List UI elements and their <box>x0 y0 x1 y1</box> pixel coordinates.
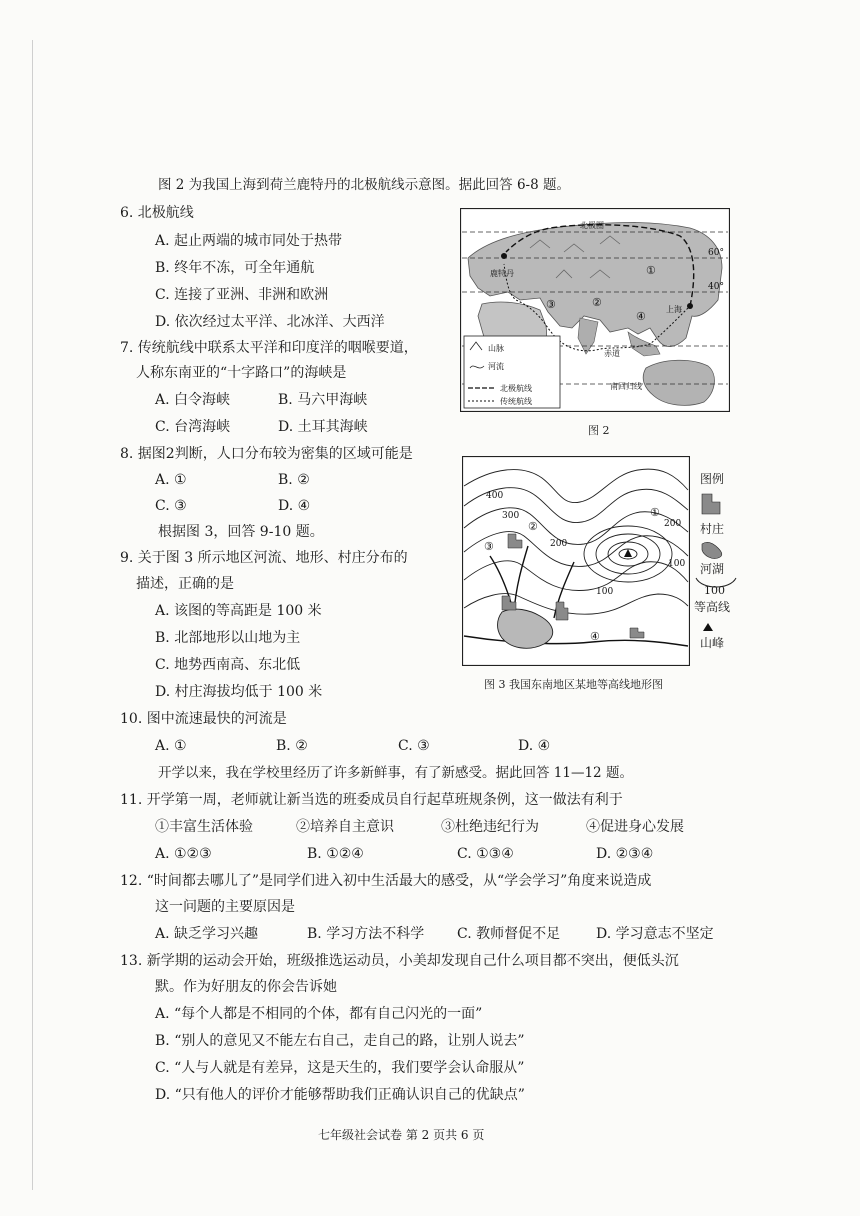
intro-fig3: 根据图 3，回答 9-10 题。 <box>158 524 324 540</box>
fig3-contour-300: 300 <box>502 511 520 521</box>
q13-stem-2: 默。作为好朋友的你会告诉她 <box>155 979 337 995</box>
q7-option-d: D. 土耳其海峡 <box>278 419 368 435</box>
fig3-legend-lake-symbol <box>700 540 726 560</box>
q7-stem-1: 7. 传统航线中联系太平洋和印度洋的咽喉要道， <box>120 340 418 356</box>
q9-option-d: D. 村庄海拔均低于 100 米 <box>155 684 323 700</box>
fig3-river-2: ② <box>528 520 538 533</box>
q6-option-b: B. 终年不冻，可全年通航 <box>155 260 315 276</box>
scan-edge-left <box>32 40 33 1190</box>
fig3-contour-100-east: 100 <box>668 559 686 569</box>
q7-option-a: A. 白令海峡 <box>155 392 231 408</box>
q10-option-c: C. ③ <box>398 738 430 754</box>
q13-option-b: B. “别人的意见又不能左右自己，走自己的路，让别人说去” <box>155 1033 525 1049</box>
q8-option-d: D. ④ <box>278 498 311 514</box>
q12-stem-1: 12. “时间都去哪儿了”是同学们进入初中生活最大的感受，从“学会学习”角度来说造成 <box>120 873 652 889</box>
fig3-legend-contour-value: 100 <box>704 584 725 597</box>
q10-option-b: B. ② <box>276 738 308 754</box>
fig2-label-capricorn: 南回归线 <box>610 382 642 391</box>
q12-option-d: D. 学习意志不坚定 <box>596 926 714 942</box>
q11-option-c: C. ①③④ <box>457 846 514 862</box>
page-footer: 七年级社会试卷 第 2 页共 6 页 <box>318 1128 485 1142</box>
fig3-legend-village-symbol <box>700 492 724 516</box>
fig3-legend-village: 村庄 <box>700 522 725 536</box>
intro-q11-12: 开学以来，我在学校里经历了许多新鲜事，有了新感受。据此回答 11—12 题。 <box>158 765 633 781</box>
q13-option-d: D. “只有他人的评价才能够帮助我们正确认识自己的优缺点” <box>155 1087 525 1103</box>
fig2-label-arctic-circle: 北极圈 <box>580 221 604 230</box>
fig3-river-3: ③ <box>484 540 494 553</box>
q7-option-b: B. 马六甲海峡 <box>278 392 368 408</box>
fig2-lat-40: 40° <box>708 282 724 292</box>
fig3-river-4: ④ <box>590 630 600 643</box>
figure-2-caption: 图 2 <box>588 424 610 437</box>
fig3-river-1: ① <box>650 506 660 519</box>
q8-option-a: A. ① <box>155 472 187 488</box>
peak-icon <box>702 622 714 632</box>
q10-option-d: D. ④ <box>518 738 551 754</box>
fig2-legend-arctic-route: 北极航线 <box>500 384 532 393</box>
q9-option-b: B. 北部地形以山地为主 <box>155 630 301 646</box>
q11-option-b: B. ①②④ <box>307 846 364 862</box>
q12-stem-2: 这一问题的主要原因是 <box>155 899 295 915</box>
q11-option-d: D. ②③④ <box>596 846 654 862</box>
q11-option-a: A. ①②③ <box>155 846 212 862</box>
q12-option-a: A. 缺乏学习兴趣 <box>155 926 259 942</box>
q8-option-b: B. ② <box>278 472 310 488</box>
q11-stem: 11. 开学第一周，老师就让新当选的班委成员自行起草班规条例，这一做法有利于 <box>120 792 623 808</box>
q6-option-d: D. 依次经过太平洋、北冰洋、大西洋 <box>155 314 385 330</box>
intro-fig2: 图 2 为我国上海到荷兰鹿特丹的北极航线示意图。据此回答 6-8 题。 <box>158 177 570 193</box>
fig2-legend-river: 河流 <box>488 362 504 371</box>
figure-3-caption: 图 3 我国东南地区某地等高线地形图 <box>484 678 663 691</box>
q8-option-c: C. ③ <box>155 498 187 514</box>
fig3-legend-contour: 等高线 <box>694 600 731 614</box>
fig2-marker-1: ① <box>646 264 656 277</box>
fig2-marker-3: ③ <box>546 298 556 311</box>
q13-option-a: A. “每个人都是不相同的个体，都有自己闪光的一面” <box>155 1006 483 1022</box>
fig2-marker-4: ④ <box>636 310 646 323</box>
fig3-legend-peak: 山峰 <box>700 636 725 650</box>
fig3-contour-200: 200 <box>550 539 568 549</box>
q8-stem: 8. 据图2判断，人口分布较为密集的区域可能是 <box>120 446 413 462</box>
fig2-legend-traditional-route: 传统航线 <box>500 397 532 406</box>
fig2-label-rotterdam: 鹿特丹 <box>490 269 514 278</box>
q9-stem-2: 描述，正确的是 <box>136 576 234 592</box>
q13-option-c: C. “人与人就是有差异，这是天生的，我们要学会认命服从” <box>155 1060 525 1076</box>
fig2-legend-mountain: 山脉 <box>488 344 504 353</box>
figure-2-arctic-route-map <box>460 208 730 412</box>
q9-option-a: A. 该图的等高距是 100 米 <box>155 603 322 619</box>
q11-item-4: ④促进身心发展 <box>586 819 684 835</box>
fig2-label-equator: 赤道 <box>604 349 620 358</box>
q6-option-c: C. 连接了亚洲、非洲和欧洲 <box>155 287 329 303</box>
fig3-contour-100: 100 <box>596 587 614 597</box>
q9-stem-1: 9. 关于图 3 所示地区河流、地形、村庄分布的 <box>120 550 408 566</box>
q12-option-b: B. 学习方法不科学 <box>307 926 425 942</box>
fig3-contour-200-east: 200 <box>664 519 682 529</box>
q6-option-a: A. 起止两端的城市同处于热带 <box>155 233 343 249</box>
q13-stem-1: 13. 新学期的运动会开始，班级推选运动员，小美却发现自己什么项目都不突出，便低头沉 <box>120 953 679 969</box>
q10-stem: 10. 图中流速最快的河流是 <box>120 711 287 727</box>
fig3-legend-lake: 河湖 <box>700 562 725 576</box>
q7-option-c: C. 台湾海峡 <box>155 419 231 435</box>
figure-3-contour-map <box>462 456 690 666</box>
q6-stem: 6. 北极航线 <box>120 205 194 221</box>
fig3-contour-400: 400 <box>486 491 504 501</box>
q11-item-3: ③杜绝违纪行为 <box>441 819 539 835</box>
q12-option-c: C. 教师督促不足 <box>457 926 561 942</box>
fig2-label-shanghai: 上海 <box>666 305 682 314</box>
q11-item-1: ①丰富生活体验 <box>155 819 253 835</box>
q7-stem-2: 人称东南亚的“十字路口”的海峡是 <box>136 365 347 381</box>
q11-item-2: ②培养自主意识 <box>296 819 394 835</box>
fig2-marker-2: ② <box>592 296 602 309</box>
q10-option-a: A. ① <box>155 738 187 754</box>
q9-option-c: C. 地势西南高、东北低 <box>155 657 301 673</box>
fig2-lat-60: 60° <box>708 248 724 258</box>
fig3-legend-title: 图例 <box>700 472 725 486</box>
